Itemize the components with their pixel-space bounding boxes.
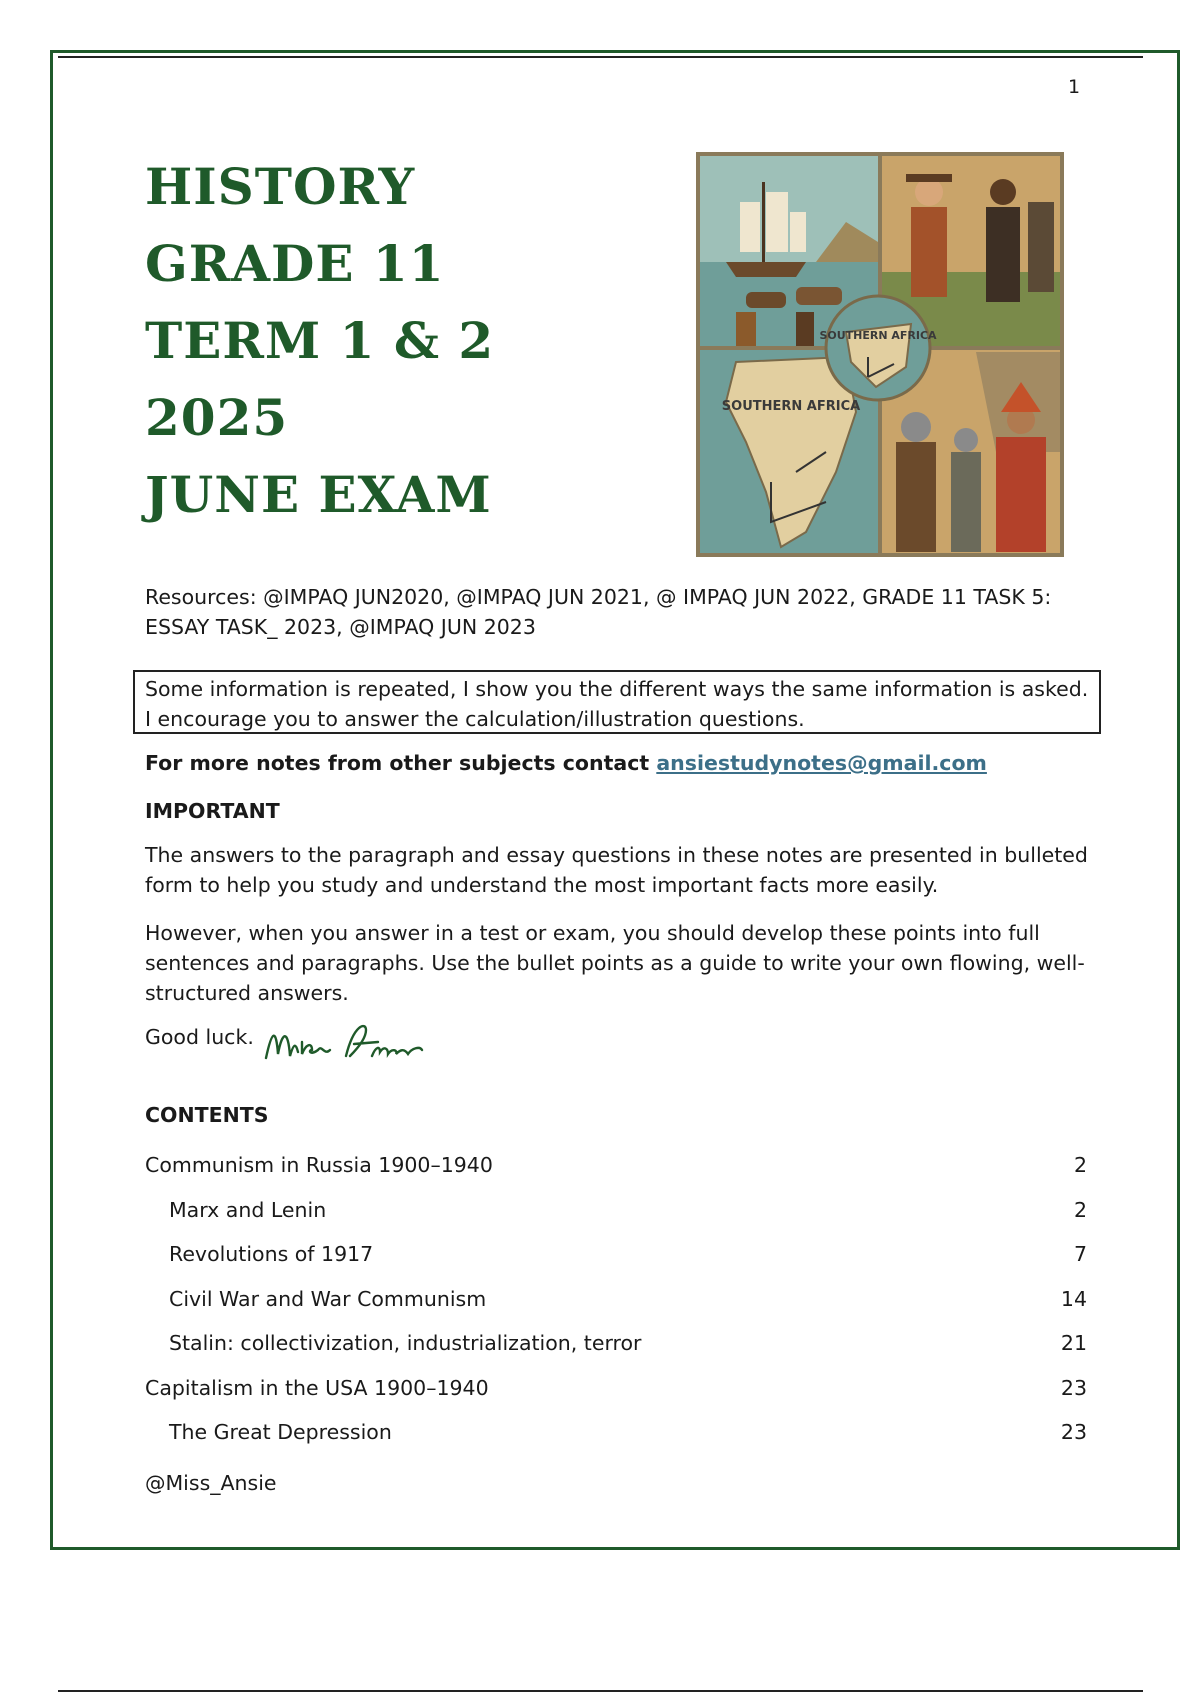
toc-label: The Great Depression	[169, 1420, 392, 1444]
header-rule	[58, 56, 1143, 58]
title-line: JUNE EXAM	[145, 465, 492, 524]
contact-text: For more notes from other subjects contact	[145, 751, 657, 775]
toc-label: Communism in Russia 1900–1940	[145, 1153, 493, 1177]
footer-rule	[58, 1690, 1143, 1692]
toc-label: Civil War and War Communism	[169, 1286, 487, 1311]
info-box	[133, 670, 1101, 734]
toc-entry[interactable]	[145, 1284, 1087, 1329]
toc-page: 21	[1060, 1331, 1087, 1355]
cover-illustration	[696, 152, 1064, 557]
important-heading: IMPORTANT	[145, 799, 280, 823]
title-line: TERM 1 & 2	[145, 311, 495, 370]
email-link[interactable]: ansiestudynotes@gmail.com	[656, 751, 987, 775]
title-line: HISTORY	[145, 157, 416, 216]
ship-hull-icon	[726, 262, 806, 277]
toc-page: 14	[1060, 1286, 1087, 1311]
table-of-contents	[145, 1150, 1087, 1462]
document-title	[145, 148, 494, 533]
toc-page: 23	[1060, 1375, 1087, 1400]
page-number: 1	[1068, 76, 1081, 98]
toc-label: Capitalism in the USA 1900–1940	[145, 1375, 489, 1400]
toc-entry[interactable]	[145, 1328, 1087, 1373]
toc-entry[interactable]	[145, 1239, 1087, 1284]
contact-line	[145, 748, 987, 778]
toc-label: Marx and Lenin	[169, 1197, 327, 1222]
title-line: GRADE 11	[145, 234, 445, 293]
toc-page: 7	[1073, 1242, 1087, 1266]
toc-label: Stalin: collectivization, industrialization, terror	[169, 1331, 642, 1355]
signature-image	[262, 1020, 432, 1066]
toc-entry[interactable]	[145, 1373, 1087, 1418]
medallion-label: SOUTHERN AFRICA	[819, 329, 937, 342]
toc-page: 2	[1073, 1153, 1087, 1177]
resources-text: Resources: @IMPAQ JUN2020, @IMPAQ JUN 2021, @ IMPAQ JUN 2022, GRADE 11 TASK 5: ESSAY TASK_ 2023, @IMPAQ JUN 2023	[145, 585, 1052, 639]
toc-page: 2	[1073, 1197, 1087, 1222]
toc-entry[interactable]	[145, 1150, 1087, 1195]
paragraph: However, when you answer in a test or exam, you should develop these points into full sentences and paragraphs. Use the bullet points as a guide to write your own flowing, well-structured answers.	[145, 921, 1085, 1005]
toc-page: 23	[1060, 1420, 1087, 1444]
info-line: Some information is repeated, I show you the different ways the same information is asked.	[145, 677, 1089, 701]
info-line: I encourage you to answer the calculation/illustration questions.	[145, 707, 805, 731]
map-label: SOUTHERN AFRICA	[721, 399, 861, 414]
title-line: 2025	[145, 388, 289, 447]
toc-label: Revolutions of 1917	[169, 1242, 374, 1266]
good-luck-text: Good luck.	[145, 1025, 254, 1049]
toc-entry[interactable]	[145, 1195, 1087, 1240]
toc-entry[interactable]	[145, 1417, 1087, 1462]
paragraph: The answers to the paragraph and essay questions in these notes are presented in bulleted form to help you study and understand the most important facts more easily.	[145, 843, 1088, 897]
contents-heading: CONTENTS	[145, 1103, 269, 1127]
author-handle: @Miss_Ansie	[145, 1471, 277, 1495]
